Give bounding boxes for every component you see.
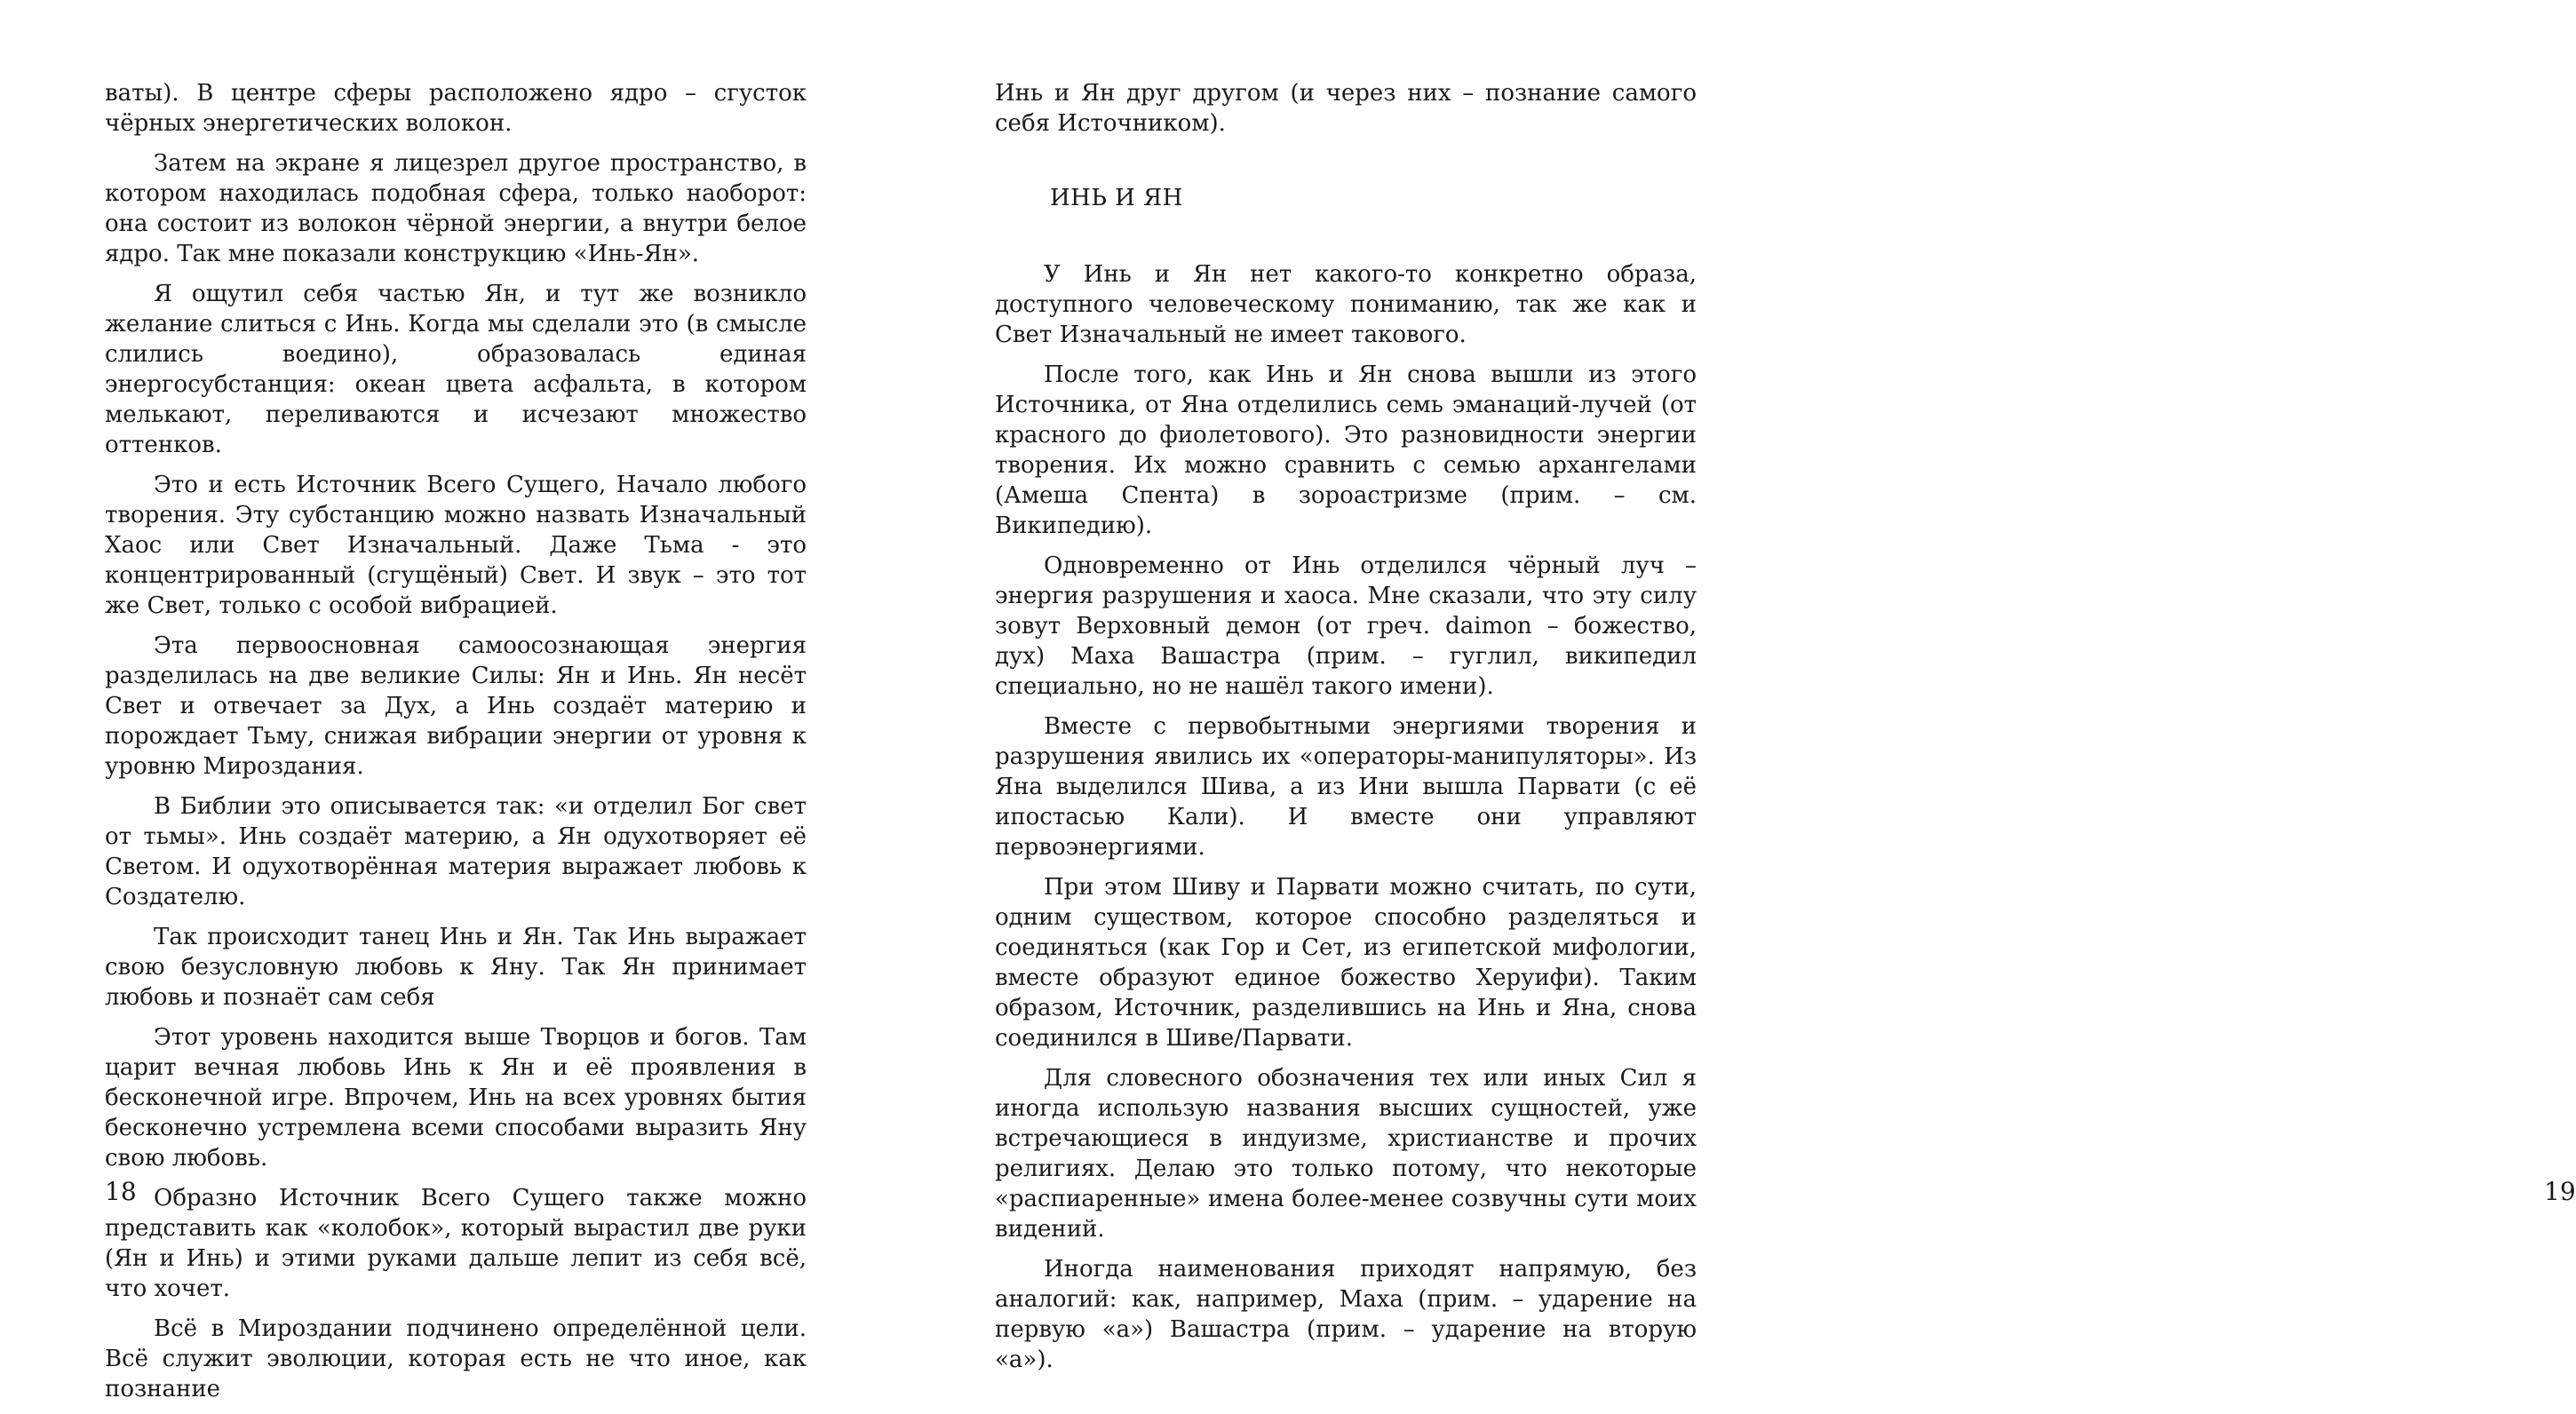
left-page-text <box>105 78 807 1414</box>
paragraph: При этом Шиву и Парвати можно считать, по сути, одним существом, которое способно разделяться и соединяться (как Гор и Сет, из египетской мифологии, вместе образуют единое божество Херуифи). Таким образом, Источник, разделившись на Инь и Яна, снова соединился в Шиве/Парвати. <box>995 874 1697 1052</box>
paragraph: После того, как Инь и Ян снова вышли из этого Источника, от Яна отделились семь эманаций-лучей (от красного до фиолетового). Это разновидности энергии творения. Их можно сравнить с семью архангелами (Амеша Спента) в зороастризме (прим. – см. Википедию). <box>995 361 1697 539</box>
paragraph: У Инь и Ян нет какого-то конкретно образа, доступного человеческому пониманию, так же как и Свет Изначальный не имеет такового. <box>995 261 1697 348</box>
page-number: 19 <box>2544 1177 2576 1206</box>
left-page <box>0 0 888 1402</box>
section-heading: ИНЬ И ЯН <box>1050 185 1183 211</box>
paragraph: Образно Источник Всего Сущего также можно представить как «колобок», который вырастил две руки (Ян и Инь) и этими руками дальше лепит из себя всё, что хочет. <box>105 1185 807 1302</box>
paragraph: Я ощутил себя частью Ян, и тут же возникло желание слиться с Инь. Когда мы сделали это (в смысле слились воедино), образовалась единая энергосубстанция: океан цвета асфальта, в котором мелькают, переливаются и исчезают множество оттенков. <box>105 281 807 458</box>
paragraph-continuation: Инь и Ян друг другом (и через них – познание самого себя Источником). <box>995 80 1697 137</box>
right-page-text <box>995 78 1697 1385</box>
page-number: 18 <box>105 1177 137 1206</box>
paragraph: Этот уровень находится выше Творцов и богов. Там царит вечная любовь Инь к Ян и её проявления в бесконечной игре. Впрочем, Инь на всех уровнях бытия бесконечно устремлена всеми способами выразить Яну свою любовь. <box>105 1024 807 1172</box>
paragraph: Так происходит танец Инь и Ян. Так Инь выражает свою безусловную любовь к Яну. Так Ян принимает любовь и познаёт сам себя <box>105 924 807 1011</box>
right-page <box>888 0 2576 1373</box>
paragraph: Вместе с первобытными энергиями творения и разрушения явились их «операторы-манипуляторы». Из Яна выделился Шива, а из Ини вышла Парвати (с её ипостасью Кали). И вместе они управляют первоэнергиями. <box>995 713 1697 861</box>
paragraph: Эта первоосновная самоосознающая энергия разделилась на две великие Силы: Ян и Инь. Ян несёт Свет и отвечает за Дух, а Инь создаёт материю и порождает Тьму, снижая вибрации энергии от уровня к уровню Мироздания. <box>105 632 807 780</box>
paragraph: Одновременно от Инь отделился чёрный луч – энергия разрушения и хаоса. Мне сказали, что эту силу зовут Верховный демон (от греч. daimon – божество, дух) Маха Вашастра (прим. – гуглил, википедил специально, но не нашёл такого имени). <box>995 552 1697 700</box>
paragraph: Затем на экране я лицезрел другое пространство, в котором находилась подобная сфера, только наоборот: она состоит из волокон чёрной энергии, а внутри белое ядро. Так мне показали конструкцию «Инь-Ян». <box>105 150 807 267</box>
paragraph: Для словесного обозначения тех или иных Сил я иногда использую названия высших сущностей, уже встречающиеся в индуизме, христианстве и прочих религиях. Делаю это только потому, что некоторые «распиаренные» имена более-менее созвучны сути моих видений. <box>995 1065 1697 1243</box>
paragraph: ваты). В центре сферы расположено ядро – сгусток чёрных энергетических волокон. <box>105 80 807 137</box>
paragraph: В Библии это описывается так: «и отделил Бог свет от тьмы». Инь создаёт материю, а Ян одухотворяет её Светом. И одухотворённая материя выражает любовь к Создателю. <box>105 793 807 910</box>
paragraph: Иногда наименования приходят напрямую, без аналогий: как, например, Маха (прим. – ударение на первую «а») Вашастра (прим. – ударение на вторую «а»). <box>995 1256 1697 1373</box>
paragraph: Это и есть Источник Всего Сущего, Начало любого творения. Эту субстанцию можно назвать Изначальный Хаос или Свет Изначальный. Даже Тьма - это концентрированный (сгущёный) Свет. И звук – это тот же Свет, только с особой вибрацией. <box>105 472 807 619</box>
paragraph: Всё в Мироздании подчинено определённой цели. Всё служит эволюции, которая есть не что иное, как познание <box>105 1315 807 1402</box>
